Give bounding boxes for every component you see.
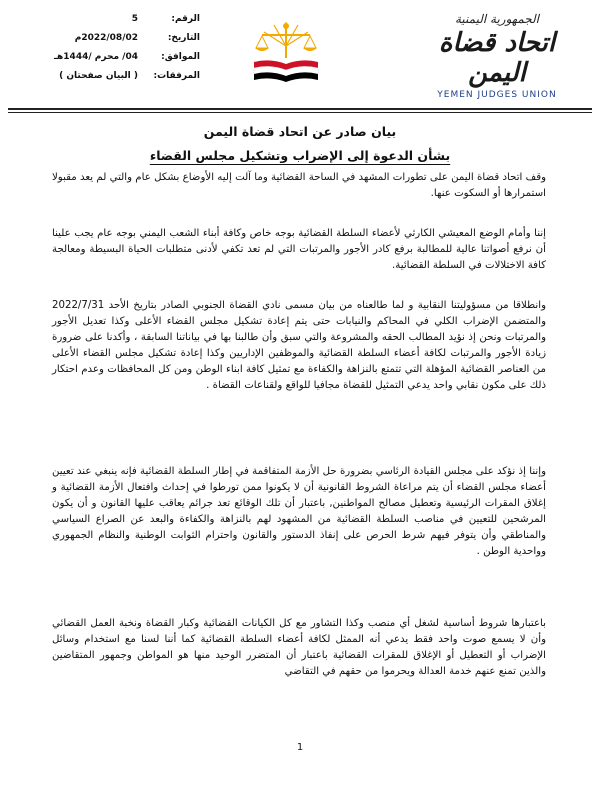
- statement-title: بيان صادر عن اتحاد قضاة اليمن: [203, 124, 397, 139]
- meta-value: 04/ محرم /1444هـ: [53, 52, 138, 62]
- header-divider: [8, 108, 592, 110]
- paragraph: وإننا إذ نؤكد على مجلس القيادة الرئاسي بضرورة حل الأزمة المتفاقمة في إطار السلطة القضائية فإنه ينبغي عند تعيين أعضاء مجلس القضاء أن يتم مراعاة الشروط القانونية أن لا يكونوا ممن تورطوا في إحداث وافتعال الأزمة القضائية و إغلاق المقرات الرئيسية وتعطيل مصالح المواطنين, باعتبار أن تلك الوقائع تعد جرائم يعاقب عليها القانون و أن يكون المرشحين للتعيين في مناصب السلطة القضائية من المشهود لهم بالنزاهة والكفاءة والبعد عن الصراع السياسي والمناطقي وأن يتوفر فيهم شرط الحرص على إنفاذ الدستور والقانون واحترام الثوابت الوطنية والنظام الجمهوري وواحدية الوطن .: [52, 466, 546, 557]
- document-meta: [30, 14, 200, 90]
- statement-subtitle-text: بشأن الدعوة إلى الإضراب وتشكيل مجلس القضاء: [149, 148, 451, 163]
- meta-date: [30, 33, 200, 52]
- union-name: اتحاد قضاة اليمن: [438, 28, 556, 88]
- header-divider-thin: [8, 112, 592, 113]
- page-number: 1: [296, 742, 304, 753]
- meta-value: 5: [131, 14, 138, 24]
- paragraph: إننا وأمام الوضع المعيشي الكارثي لأعضاء السلطة القضائية بوجه خاص وكافة أبناء الشعب اليمني بوجه عام يجب علينا أن نرفع أصواتنا عالية للمطالبة برفع كادر الأجور والمرتبات التي لم تعد تكفي لأدنى متطلبات الحياة البسيطة ومعالجة كافة الاختلالات في السلطة القضائية.: [52, 228, 546, 271]
- scales-of-justice-icon: [246, 16, 326, 96]
- meta-label: التاريخ:: [167, 33, 200, 43]
- statement-subtitle: [40, 148, 560, 163]
- meta-hijri-date: [30, 52, 200, 71]
- union-name-block: [412, 12, 582, 102]
- meta-value: 2022/08/02م: [74, 33, 138, 43]
- meta-attachments: [30, 71, 200, 90]
- union-name-english: YEMEN JUDGES UNION: [437, 90, 557, 100]
- paragraph: وانطلاقا من مسؤوليتنا النقابية و لما طالعناه من بيان مسمى نادي القضاة الجنوبي الصادر بتاريخ الأحد 2022/7/31 والمتضمن الإضراب الكلي في المحاكم والنيابات حتى يتم إعادة تشكيل مجلس القضاء الأعلى وكذا تعديل الأجور والمرتبات ونحن إذ نؤيد المطالب الحقه والمشروعة والتي سبق وأن طالبنا بها في بياناتنا السابقة ، وأكدنا على ضرورة زيادة الأجور والمرتبات لكافة أعضاء السلطة القضائية والموظفين الإداريين وكذا إعادة تشكيل مجلس القضاء الأعلى من العناصر القضائية المؤهلة التي تتمتع بالنزاهة والكفاءة مع تمثيل كافة ابناء الوطن ومن كل المحافظات وعدم احتكار ذلك على مكون نقابي واحد يدعي التمثيل للقضاة مجافيا للواقع ولقناعات القضاة .: [52, 300, 546, 391]
- meta-label: المرفقات:: [153, 71, 200, 81]
- meta-label: الرقم:: [171, 14, 200, 24]
- meta-label: الموافق:: [161, 52, 200, 62]
- meta-value: ( البيان صفحتان ): [59, 71, 138, 81]
- meta-number: [30, 14, 200, 33]
- paragraph: وقف اتحاد قضاة اليمن على تطورات المشهد في الساحة القضائية وما آلت إليه الأوضاع بشكل عام والتي لم يعد مقبولا استمرارها أو السكوت عنها.: [52, 172, 546, 199]
- letterhead: [0, 0, 600, 112]
- republic-label: الجمهورية اليمنية: [454, 12, 539, 26]
- paragraph: باعتبارها شروط أساسية لشغل أي منصب وكذا التشاور مع كل الكيانات القضائية وكبار القضاة ونخبة العمل القضائي وأن لا يسمع صوت واحد فقط يدعي أنه الممثل لكافة أعضاء السلطة القضائية كما أننا لسنا مع استخدام وسائل الإضراب أو التعطيل أو الإغلاق للمقرات القضائية باعتبار أن المتضرر الوحيد منها هو المواطن وجمهور المتقاضين والذين تمنع عنهم خدمة العدالة ويحرموا من حقهم في التقاضي: [52, 618, 546, 677]
